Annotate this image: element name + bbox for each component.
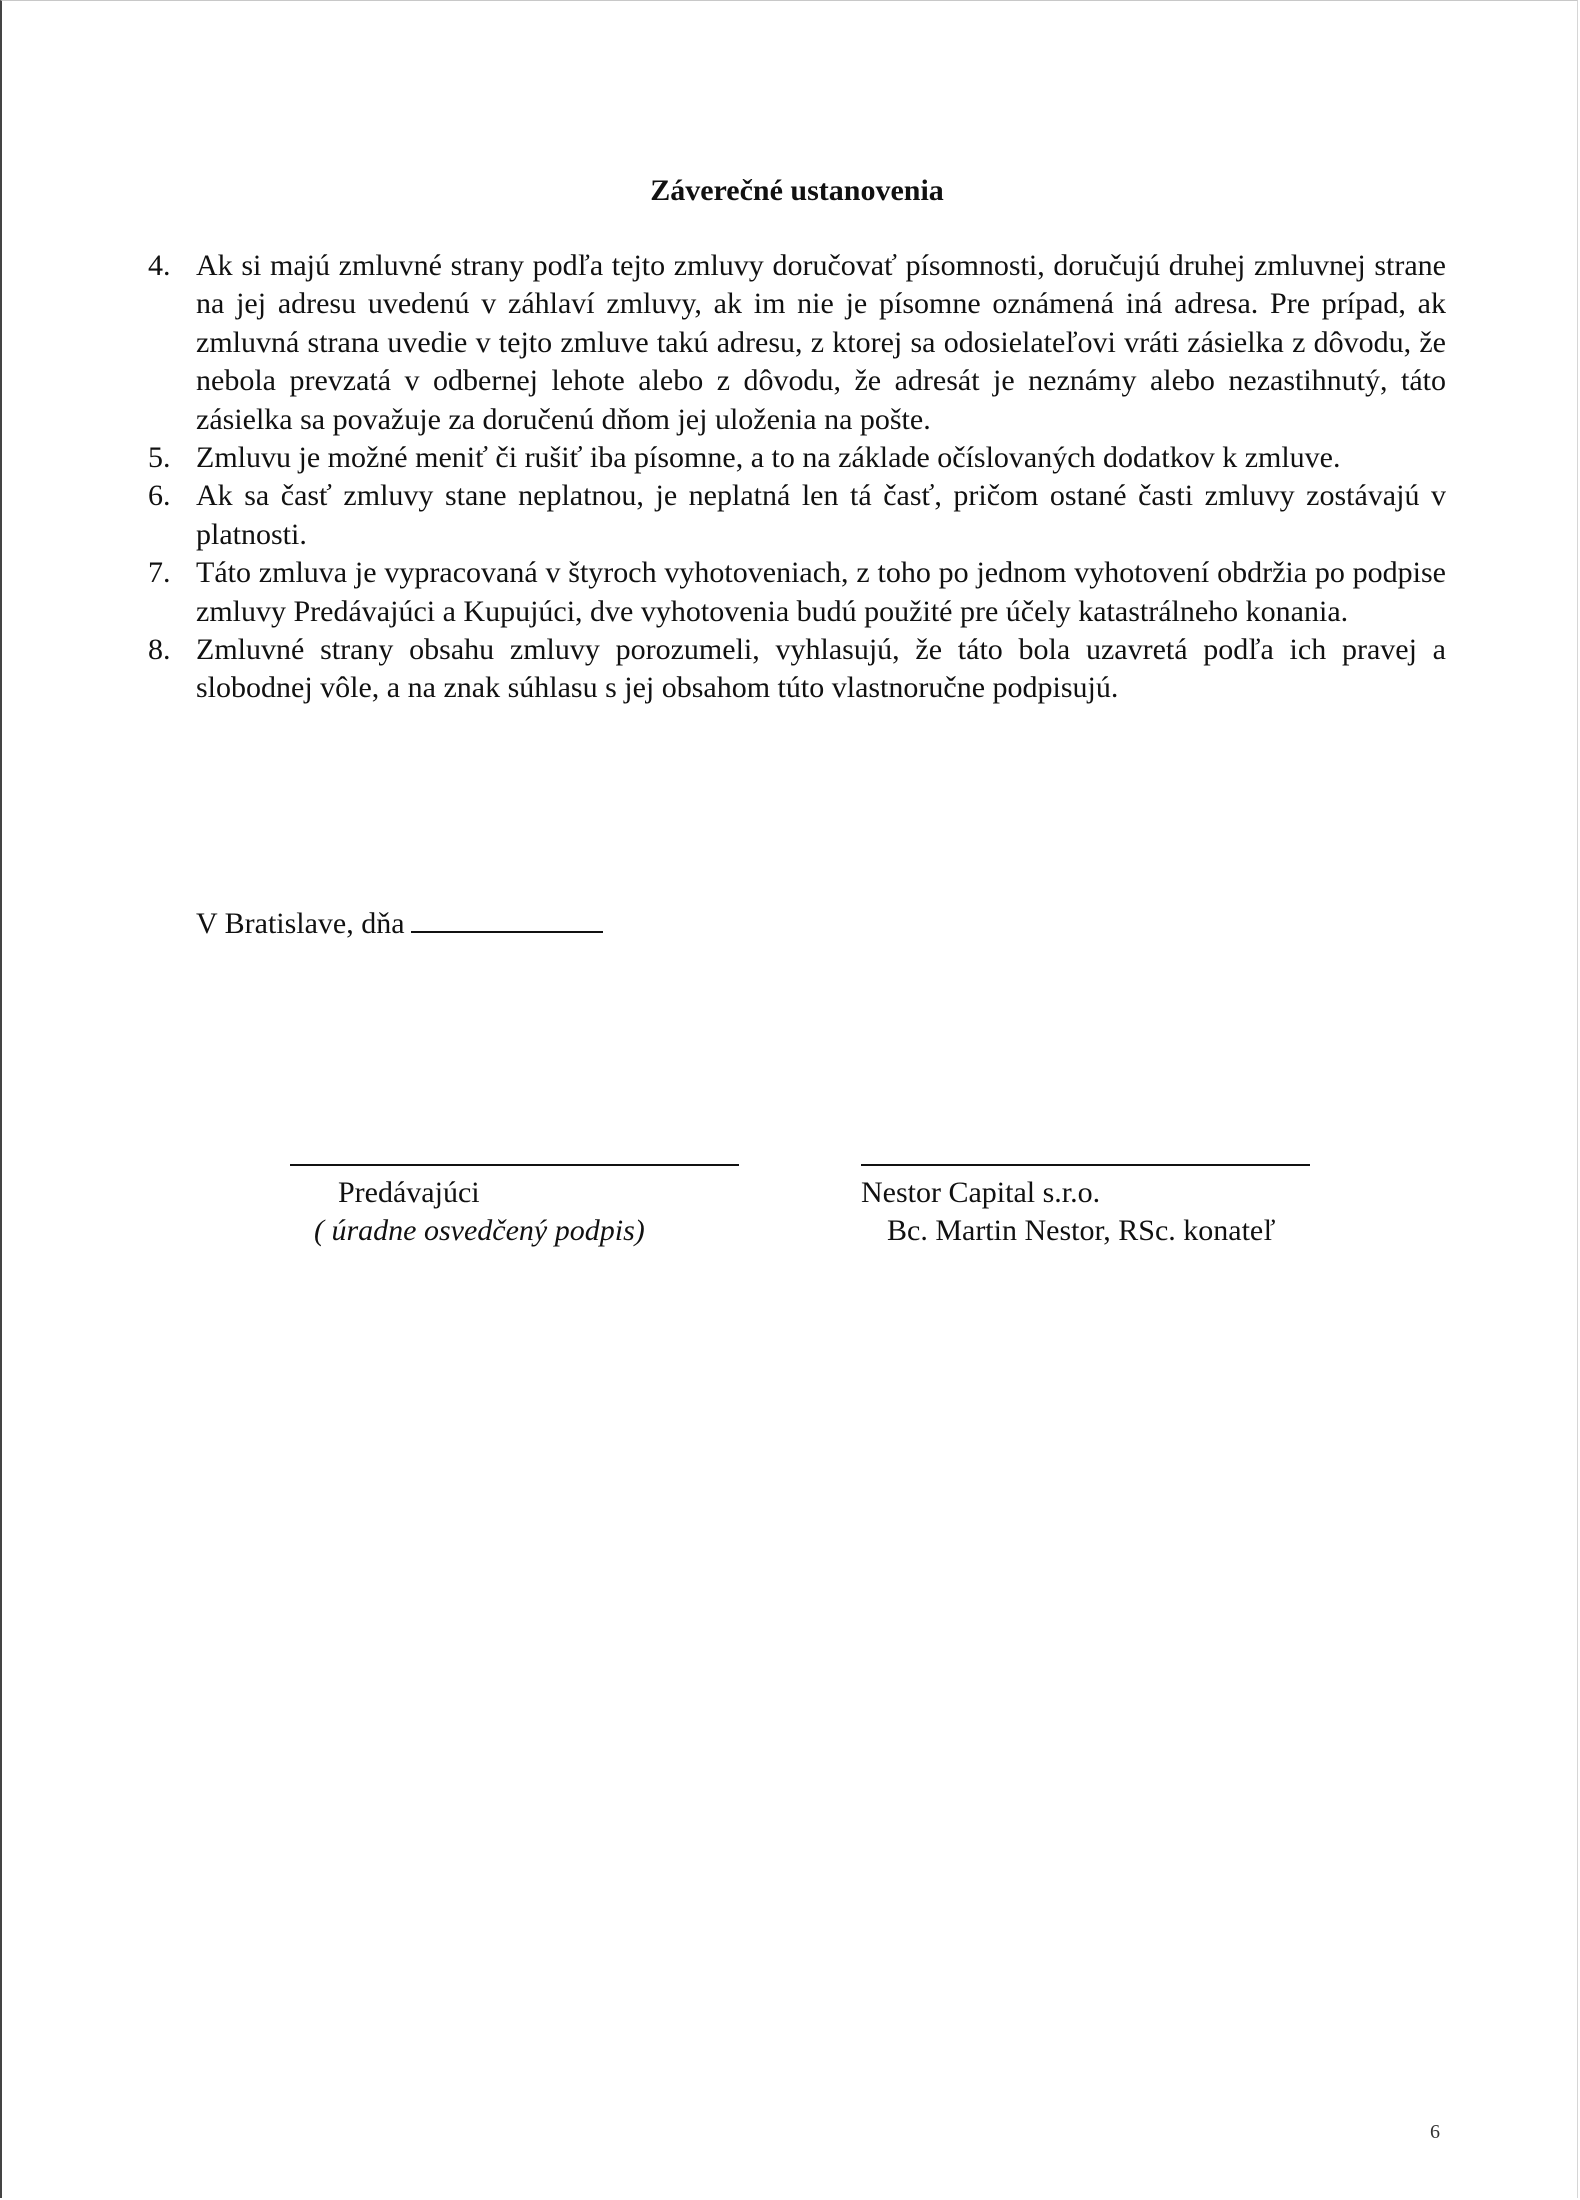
clause-text: Zmluvné strany obsahu zmluvy porozumeli, vyhlasujú, že táto bola uzavretá podľa ich pravej a slobodnej vôle, a na znak súhlasu s jej obsahom túto vlastnoručne podpisujú. — [196, 633, 1446, 705]
buyer-signature-line — [861, 1164, 1310, 1166]
clause-list — [148, 247, 1446, 708]
clause-item — [148, 247, 1446, 439]
clause-text: Zmluvu je možné meniť či rušiť iba písomne, a to na základe očíslovaných dodatkov k zmluve. — [196, 441, 1341, 475]
clause-text: Táto zmluva je vypracovaná v štyroch vyhotoveniach, z toho po jednom vyhotovení obdržia po podpise zmluvy Predávajúci a Kupujúci, dve vyhotovenia budú použité pre účely katastrálneho konania. — [196, 556, 1446, 628]
clause-number: 5. — [148, 441, 171, 475]
clause-text: Ak sa časť zmluvy stane neplatnou, je neplatná len tá časť, pričom ostané časti zmluvy zostávajú v platnosti. — [196, 479, 1446, 551]
buyer-company: Nestor Capital s.r.o. — [861, 1176, 1101, 1209]
clause-number: 7. — [148, 556, 171, 590]
place-date-line — [196, 903, 603, 944]
seller-signature-note: ( úradne osvedčený podpis) — [314, 1214, 645, 1247]
seller-role: Predávajúci — [338, 1176, 480, 1209]
clause-item — [148, 439, 1446, 477]
date-blank-field — [411, 903, 603, 933]
clause-number: 4. — [148, 249, 171, 282]
place-date-label: V Bratislave, dňa — [196, 907, 405, 940]
clause-item — [148, 554, 1446, 631]
clause-item — [148, 477, 1446, 554]
clause-number: 8. — [148, 633, 171, 667]
clause-item — [148, 631, 1446, 708]
clause-number: 6. — [148, 479, 171, 513]
buyer-representative: Bc. Martin Nestor, RSc. konateľ — [887, 1214, 1276, 1247]
seller-signature-line — [290, 1164, 739, 1166]
page-number: 6 — [1430, 2121, 1440, 2143]
clause-text: Ak si majú zmluvné strany podľa tejto zmluvy doručovať písomnosti, doručujú druhej zmluvnej strane na jej adresu uvedenú v záhlaví zmluvy, ak im nie je písomne oznámená iná adresa. Pre prípad, ak zmluvná strana uvedie v tejto zmluve takú adresu, z ktorej sa odosielateľovi vráti zásielka z dôvodu, že nebola prevzatá v odbernej lehote alebo z dôvodu, že adresát je neznámy alebo nezastihnutý, táto zásielka sa považuje za doručenú dňom jej uloženia na pošte. — [196, 249, 1446, 436]
section-heading: Záverečné ustanovenia — [650, 174, 944, 207]
